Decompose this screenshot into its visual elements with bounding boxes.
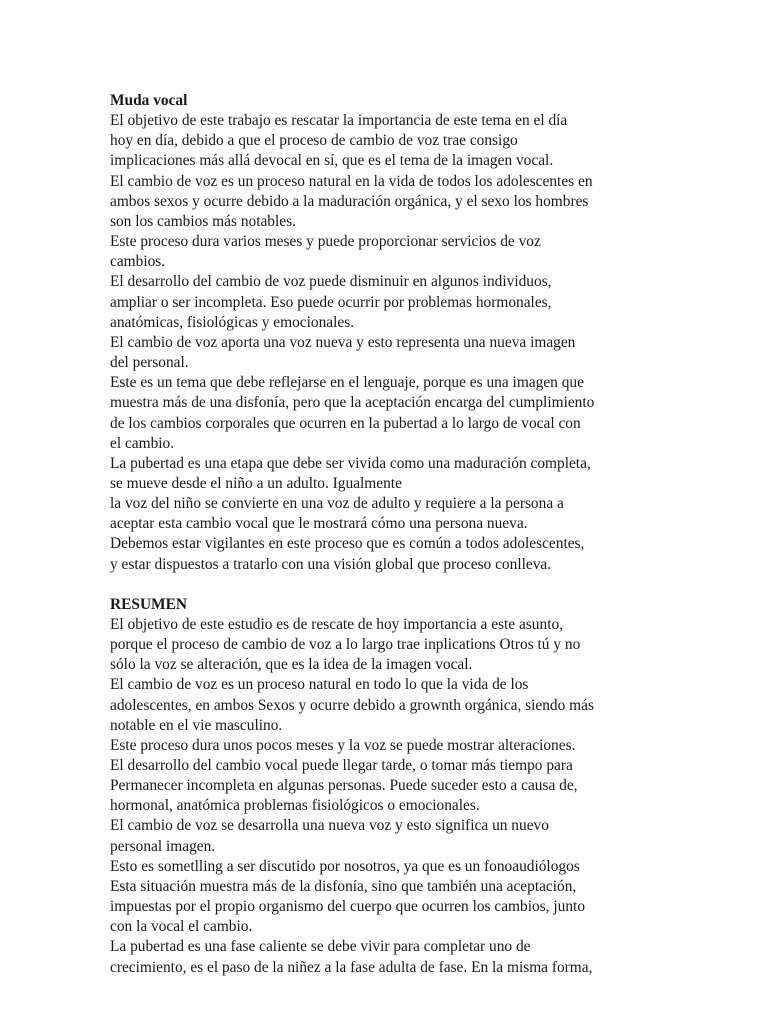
text-line: ambos sexos y ocurre debido a la maduración orgánica, y el sexo los hombres xyxy=(110,192,589,210)
text-line: La pubertad es una fase caliente se debe vivir para completar uno de xyxy=(110,938,531,956)
text-line: El desarrollo del cambio de voz puede disminuir en algunos individuos, xyxy=(110,273,552,291)
text-line: el cambio. xyxy=(110,434,175,452)
text-line: implicaciones más allá devocal en sí, que es el tema de la imagen vocal. xyxy=(110,152,554,170)
text-line: El cambio de voz es un proceso natural en todo lo que la vida de los xyxy=(110,676,529,694)
text-line: porque el proceso de cambio de voz a lo largo trae inplications Otros tú y no xyxy=(110,636,581,654)
text-line: La pubertad es una etapa que debe ser vivida como una maduración completa, xyxy=(110,454,591,472)
text-line: Este es un tema que debe reflejarse en el lenguaje, porque es una imagen que xyxy=(110,374,584,392)
section-title: RESUMEN xyxy=(110,595,187,613)
text-line: son los cambios más notables. xyxy=(110,212,296,230)
text-line: El objetivo de este trabajo es rescatar la importancia de este tema en el día xyxy=(110,112,568,130)
section-body xyxy=(110,111,670,575)
text-line: impuestas por el propio organismo del cuerpo que ocurren los cambios, junto xyxy=(110,898,586,916)
section-resumen xyxy=(110,595,670,978)
text-line: El objetivo de este estudio es de rescate de hoy importancia a este asunto, xyxy=(110,615,564,633)
text-line: muestra más de una disfonía, pero que la aceptación encarga del cumplimiento xyxy=(110,394,595,412)
text-line: El cambio de voz se desarrolla una nueva voz y esto significa un nuevo xyxy=(110,817,549,835)
text-line: hoy en día, debido a que el proceso de cambio de voz trae consigo xyxy=(110,132,518,150)
text-line: notable en el vie masculino. xyxy=(110,716,283,734)
text-line: Esta situación muestra más de la disfonía, sino que también una aceptación, xyxy=(110,877,577,895)
text-line: cambios. xyxy=(110,253,166,271)
text-line: Esto es sometlling a ser discutido por nosotros, ya que es un fonoaudiólogos xyxy=(110,857,580,875)
text-line: anatómicas, fisiológicas y emocionales. xyxy=(110,313,355,331)
text-line: adolescentes, en ambos Sexos y ocurre debido a grownth orgánica, siendo más xyxy=(110,696,594,714)
text-line: la voz del niño se convierte en una voz de adulto y requiere a la persona a xyxy=(110,495,564,513)
text-line: y estar dispuestos a tratarlo con una visión global que proceso conlleva. xyxy=(110,555,552,573)
text-line: Permanecer incompleta en algunas personas. Puede suceder esto a causa de, xyxy=(110,777,578,795)
section-title: Muda vocal xyxy=(110,92,188,109)
text-line: El desarrollo del cambio vocal puede llegar tarde, o tomar más tiempo para xyxy=(110,757,573,774)
text-line: ampliar o ser incompleta. Eso puede ocurrir por problemas hormonales, xyxy=(110,293,552,311)
text-line: Este proceso dura unos pocos meses y la voz se puede mostrar alteraciones. xyxy=(110,736,576,754)
text-line: con la vocal el cambio. xyxy=(110,918,253,936)
section-spacer xyxy=(110,575,670,595)
section-muda-vocal xyxy=(110,91,670,575)
text-line: sólo la voz se alteración, que es la idea de la imagen vocal. xyxy=(110,656,473,674)
text-line: El cambio de voz aporta una voz nueva y esto representa una nueva imagen xyxy=(110,333,576,351)
text-line: El cambio de voz es un proceso natural en la vida de todos los adolescentes en xyxy=(110,172,593,190)
text-line: se mueve desde el niño a un adulto. Igualmente xyxy=(110,474,402,492)
text-line: hormonal, anatómica problemas fisiológicos o emocionales. xyxy=(110,797,480,815)
text-line: aceptar esta cambio vocal que le mostrará cómo una persona nueva. xyxy=(110,515,528,533)
text-line: personal imagen. xyxy=(110,837,216,855)
text-line: Este proceso dura varios meses y puede proporcionar servicios de voz xyxy=(110,233,541,251)
section-body xyxy=(110,615,670,978)
document-page xyxy=(110,91,670,978)
text-line: del personal. xyxy=(110,354,189,372)
text-line: de los cambios corporales que ocurren en la pubertad a lo largo de vocal con xyxy=(110,414,581,432)
text-line: Debemos estar vigilantes en este proceso que es común a todos adolescentes, xyxy=(110,535,585,553)
text-line: crecimiento, es el paso de la niñez a la fase adulta de fase. En la misma forma, xyxy=(110,958,593,976)
